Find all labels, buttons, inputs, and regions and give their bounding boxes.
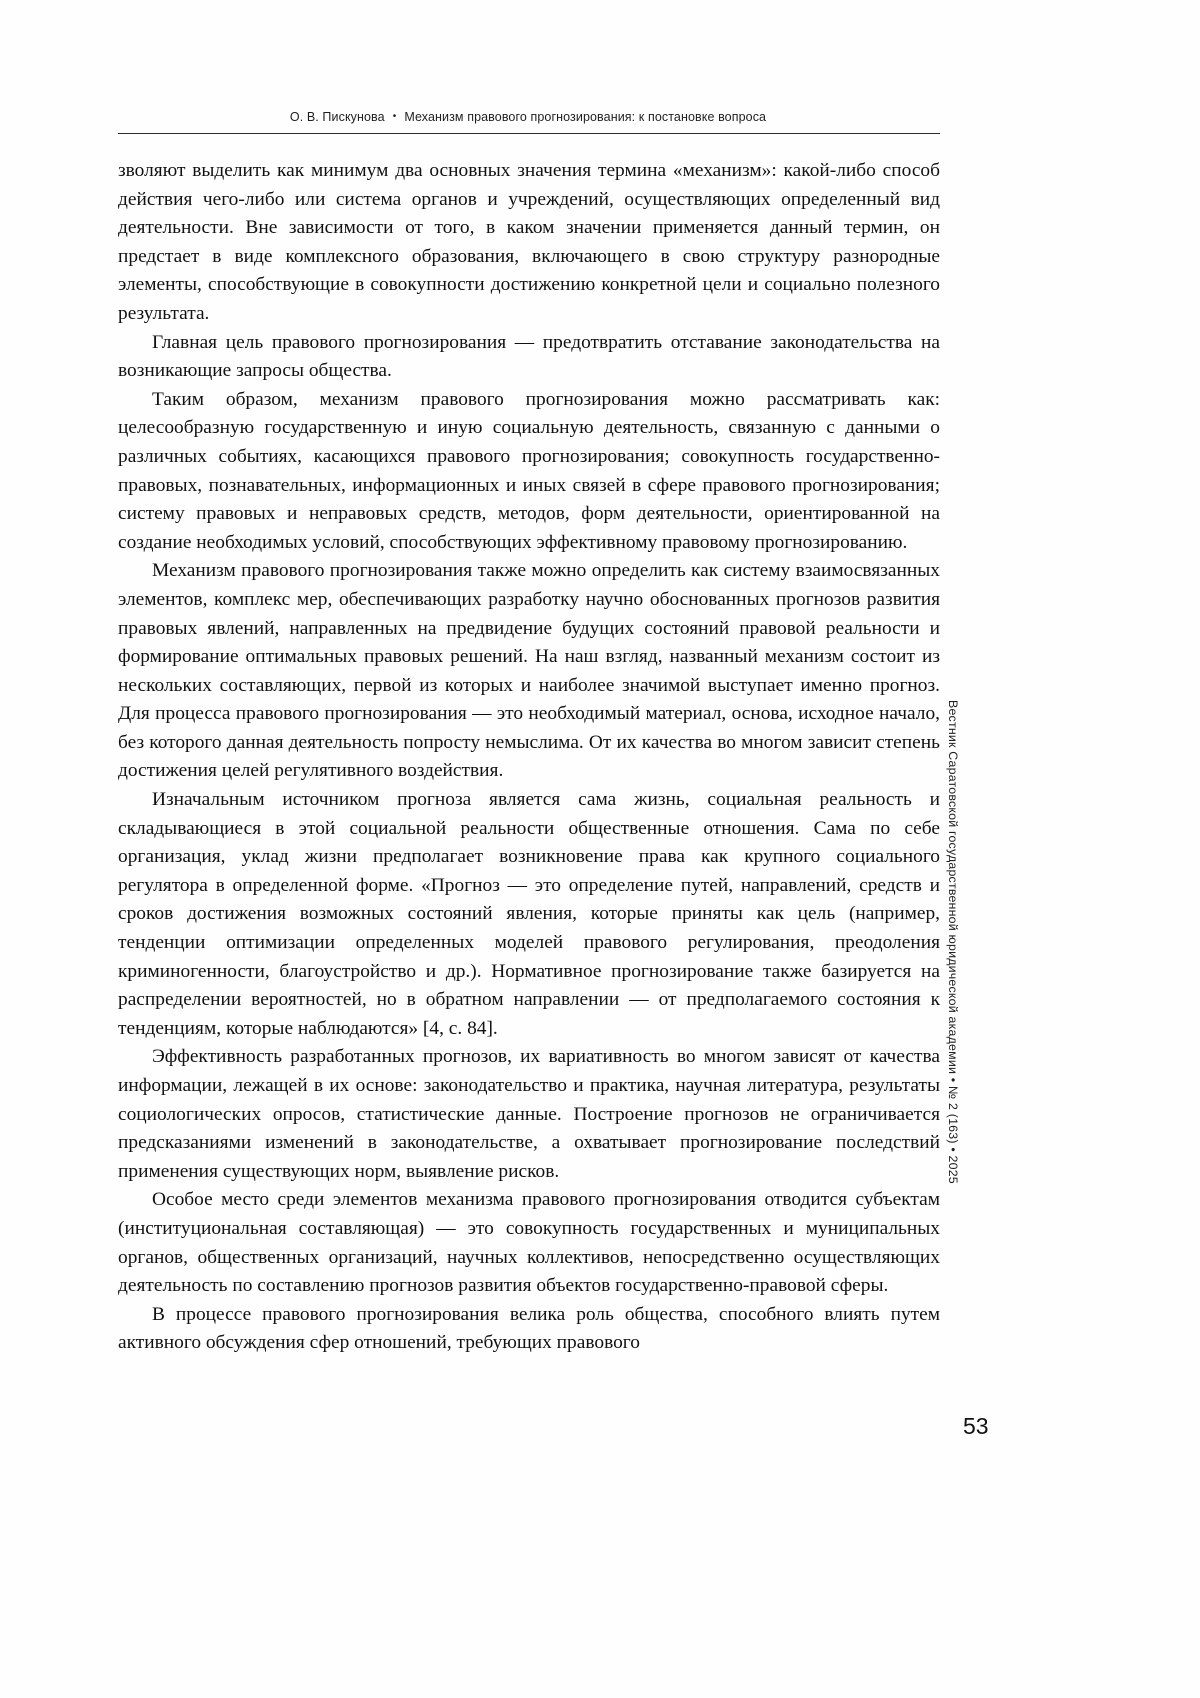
paragraph: Главная цель правового прогнозирования — предотвратить отставание законодательства на возникающие запросы общества. [118, 331, 940, 382]
paragraph: зволяют выделить как минимум два основных значения термина «механизм»: какой-либо способ действия чего-либо или система органов и учреждений, осуществляющих определенный вид деятельности. Вне зависимости от того, в каком значении применяется данный термин, он предстает в виде комплексного образования, включающего в свою структуру разнородные элементы, способствующие в совокупности достижению конкретной цели и социально полезного результата. [118, 160, 940, 324]
paragraph: Механизм правового прогнозирования также можно определить как систему взаимосвязанных элементов, комплекс мер, обеспечивающих разработку научно обоснованных прогнозов развития правовых явлений, направленных на предвидение будущих состояний правовой реальности и формирование оптимальных правовых решений. На наш взгляд, названный механизм состоит из нескольких составляющих, первой из которых и наиболее значимой выступает именно прогноз. Для процесса правового прогнозирования — это необходимый материал, основа, исходное начало, без которого данная деятельность попросту немыслима. От их качества во многом зависит степень достижения целей регулятивного воздействия. [118, 560, 940, 782]
page-number: 53 [963, 1413, 989, 1439]
paragraph: Изначальным источником прогноза является сама жизнь, социальная реальность и складывающиеся в этой социальной реальности общественные отношения. Сама по себе организация, уклад жизни предполагает возникновение права как крупного социального регулятора в определенной форме. «Прогноз — это определение путей, направлений, средств и сроков достижения возможных состояний явления, которые приняты как цель (например, тенденции оптимизации определенных моделей правового регулирования, преодоления криминогенности, благоустройство и др.). Нормативное прогнозирование также базируется на распределении вероятностей, но в обратном направлении — от предполагаемого состояния к тенденциям, которые наблюдаются» [4, с. 84]. [118, 789, 940, 1039]
paragraph: В процессе правового прогнозирования велика роль общества, способного влиять путем активного обсуждения сфер отношений, требующих правового [118, 1303, 940, 1354]
running-head-separator: • [392, 111, 397, 122]
paragraph: Особое место среди элементов механизма правового прогнозирования отводится субъектам (институциональная составляющая) — это совокупность государственных и муниципальных органов, общественных организаций, научных коллективов, непосредственно осуществляющих деятельность по составлению прогнозов развития объектов государственно-правовой сферы. [118, 1189, 940, 1297]
paragraph: Таким образом, механизм правового прогнозирования можно рассматривать как: целесообразную государственную и иную социальную деятельность, связанную с данными о различных событиях, касающихся правового прогнозирования; совокупность государственно-правовых, познавательных, информационных и иных связей в сфере правового прогнозирования; систему правовых и неправовых средств, методов, форм деятельности, ориентированной на создание необходимых условий, способствующих эффективному правовому прогнозированию. [118, 388, 940, 553]
running-head-title: Механизм правового прогнозирования: к постановке вопроса [404, 110, 767, 124]
running-head [118, 110, 938, 124]
side-running-title: Вестник Саратовской государственной юридической академии • № 2 (163) • 2025 [946, 700, 960, 1184]
header-rule [118, 133, 940, 134]
running-head-author: О. В. Пискунова [289, 110, 385, 124]
body-text-column [118, 157, 940, 1358]
paragraph: Эффективность разработанных прогнозов, их вариативность во многом зависят от качества информации, лежащей в их основе: законодательство и практика, научная литература, результаты социологических опросов, статистические данные. Построение прогнозов не ограничивается предсказаниями изменений в законодательстве, а охватывает прогнозирование последствий применения существующих норм, выявление рисков. [118, 1046, 940, 1182]
